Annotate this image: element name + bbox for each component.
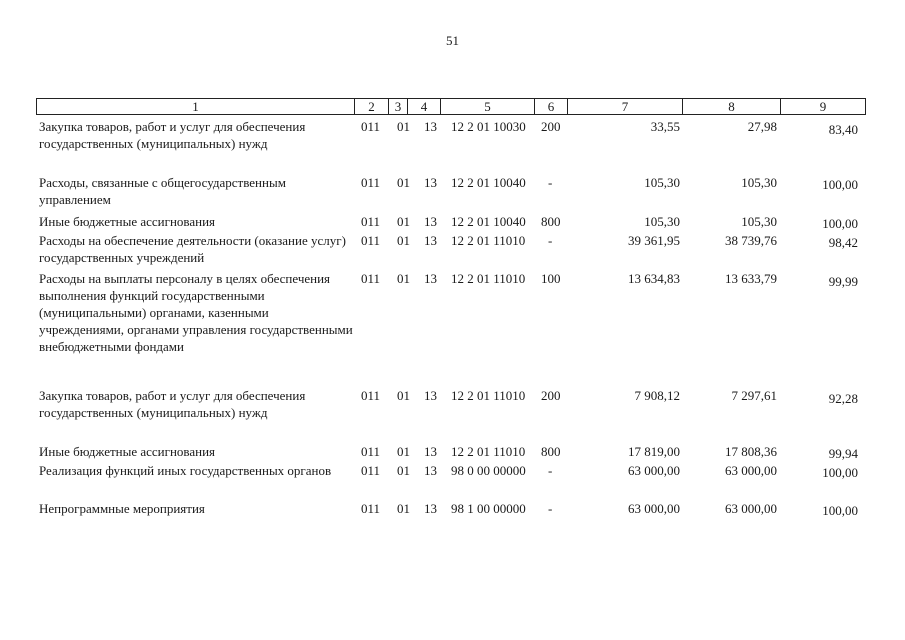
row-name: Иные бюджетные ассигнования: [39, 444, 216, 459]
row-col-9: 92,28: [828, 391, 858, 406]
row-col-7: 17 819,00: [628, 444, 680, 459]
row-col-9: 99,99: [828, 274, 858, 289]
row-col-5: 12 2 01 11010: [451, 388, 526, 403]
row-col-2: 011: [361, 388, 381, 403]
row-col-6: -: [548, 463, 553, 478]
row-col-4: 13: [424, 271, 437, 286]
row-col-9: 99,94: [828, 446, 858, 461]
header-col-8: 8: [683, 99, 781, 114]
row-col-7: 33,55: [650, 119, 680, 134]
row-col-4: 13: [424, 444, 437, 459]
row-col-5: 12 2 01 11010: [451, 271, 526, 286]
row-col-8: 27,98: [747, 119, 777, 134]
row-col-6: 200: [541, 119, 561, 134]
row-col-8: 17 808,36: [725, 444, 777, 459]
row-col-3: 01: [397, 233, 410, 248]
row-col-2: 011: [361, 175, 381, 190]
row-col-9: 83,40: [828, 122, 858, 137]
row-col-2: 011: [361, 271, 381, 286]
row-col-6: -: [548, 233, 553, 248]
row-col-8: 63 000,00: [725, 463, 777, 478]
row-col-5: 12 2 01 11010: [451, 233, 526, 248]
row-col-6: 800: [541, 214, 561, 229]
row-col-8: 105,30: [741, 175, 777, 190]
row-name: Закупка товаров, работ и услуг для обеспечения государственных (муниципальных) нужд: [39, 119, 306, 151]
row-col-6: 200: [541, 388, 561, 403]
row-col-2: 011: [361, 233, 381, 248]
row-col-5: 12 2 01 10040: [451, 214, 526, 229]
row-col-8: 38 739,76: [725, 233, 777, 248]
row-name: Расходы, связанные с общегосударственным управлением: [39, 175, 286, 207]
row-col-4: 13: [424, 233, 437, 248]
row-col-7: 105,30: [644, 214, 680, 229]
row-col-7: 63 000,00: [628, 463, 680, 478]
row-col-9: 100,00: [822, 465, 858, 480]
row-col-6: 800: [541, 444, 561, 459]
row-col-5: 98 0 00 00000: [451, 463, 526, 478]
row-col-8: 7 297,61: [731, 388, 777, 403]
row-col-7: 13 634,83: [628, 271, 680, 286]
row-col-7: 63 000,00: [628, 501, 680, 516]
row-col-5: 98 1 00 00000: [451, 501, 526, 516]
row-col-2: 011: [361, 501, 381, 516]
row-col-4: 13: [424, 214, 437, 229]
header-col-4: 4: [408, 99, 441, 114]
row-name: Расходы на выплаты персоналу в целях обеспечения выполнения функций государственными (муниципальными) органами, казенными учреждениями, органами управления государственными внебюджетными фондами: [39, 271, 353, 354]
row-col-5: 12 2 01 11010: [451, 444, 526, 459]
row-col-2: 011: [361, 119, 381, 134]
row-col-3: 01: [397, 388, 410, 403]
row-col-8: 105,30: [741, 214, 777, 229]
row-col-6: 100: [541, 271, 561, 286]
row-col-2: 011: [361, 214, 381, 229]
row-col-6: -: [548, 175, 553, 190]
row-col-4: 13: [424, 119, 437, 134]
row-col-9: 100,00: [822, 177, 858, 192]
row-col-3: 01: [397, 501, 410, 516]
table-header: [36, 98, 866, 115]
row-name: Расходы на обеспечение деятельности (оказание услуг) государственных учреждений: [39, 233, 346, 265]
row-col-5: 12 2 01 10040: [451, 175, 526, 190]
row-col-9: 98,42: [828, 235, 858, 250]
row-col-3: 01: [397, 463, 410, 478]
row-name: Непрограммные мероприятия: [39, 501, 205, 516]
row-col-9: 100,00: [822, 216, 858, 231]
row-col-5: 12 2 01 10030: [451, 119, 526, 134]
row-col-2: 011: [361, 444, 381, 459]
row-col-8: 63 000,00: [725, 501, 777, 516]
header-col-5: 5: [441, 99, 535, 114]
row-col-9: 100,00: [822, 503, 858, 518]
page-number: 51: [446, 33, 459, 48]
row-col-3: 01: [397, 271, 410, 286]
row-col-7: 39 361,95: [628, 233, 680, 248]
row-name: Иные бюджетные ассигнования: [39, 214, 216, 229]
row-col-6: -: [548, 501, 553, 516]
row-col-3: 01: [397, 119, 410, 134]
row-col-4: 13: [424, 501, 437, 516]
row-col-3: 01: [397, 444, 410, 459]
row-col-2: 011: [361, 463, 381, 478]
header-col-6: 6: [535, 99, 568, 114]
row-name: Реализация функций иных государственных органов: [39, 463, 332, 478]
row-col-4: 13: [424, 175, 437, 190]
row-col-7: 7 908,12: [634, 388, 680, 403]
header-col-7: 7: [568, 99, 683, 114]
row-col-7: 105,30: [644, 175, 680, 190]
row-col-4: 13: [424, 463, 437, 478]
row-col-4: 13: [424, 388, 437, 403]
row-col-8: 13 633,79: [725, 271, 777, 286]
header-col-1: 1: [37, 99, 355, 114]
header-col-9: 9: [819, 99, 827, 114]
header-col-2: 2: [355, 99, 389, 114]
row-col-3: 01: [397, 214, 410, 229]
row-name: Закупка товаров, работ и услуг для обеспечения государственных (муниципальных) нужд: [39, 388, 306, 420]
row-col-3: 01: [397, 175, 410, 190]
header-col-3: 3: [389, 99, 408, 114]
